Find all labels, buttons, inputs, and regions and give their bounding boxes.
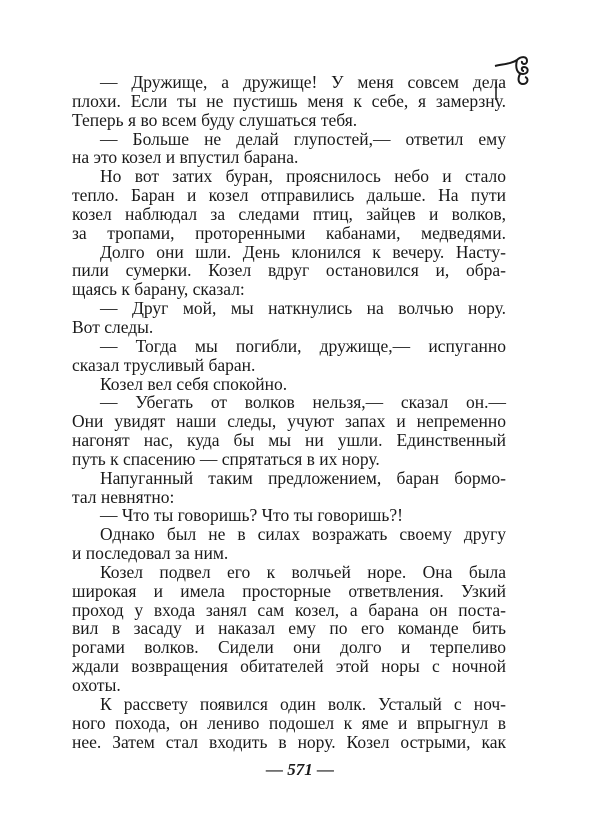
text-line: плохи. Если ты не пустишь меня к себе, я замерзну. (72, 90, 506, 111)
text-line: широкая и имела просторные ответвления. Узкий (72, 580, 506, 601)
text-line: Однако был не в силах возражать своему другу (100, 524, 506, 545)
text-line: Теперь я во всем буду слушаться тебя. (72, 109, 358, 130)
text-line: Они увидят наши следы, учуют запах и непременно (72, 411, 506, 432)
text-line: Но вот затих буран, прояснилось небо и стало (100, 166, 506, 187)
text-line: за тропами, проторенными кабанами, медведями. (72, 222, 506, 243)
text-line: ждали возвращения обитателей этой норы с ночной (72, 656, 506, 677)
text-line: тепло. Баран и козел отправились дальше. На пути (72, 185, 506, 206)
text-line: козел наблюдал за следами птиц, зайцев и волков, (72, 203, 506, 224)
text-line: и последовал за ним. (72, 543, 229, 564)
text-line: Долго они шли. День клонился к вечеру. Насту- (100, 241, 506, 262)
text-line: Козел подвел его к волчьей норе. Она была (100, 561, 506, 582)
text-line: тал невнятно: (72, 486, 175, 507)
text-line: — Друг мой, мы наткнулись на волчью нору. (100, 298, 506, 319)
text-line: — Дружище, а дружище! У меня совсем дела (100, 72, 506, 92)
text-line: рогами волков. Сидели они долго и терпеливо (72, 637, 506, 658)
text-line: Козел вел себя спокойно. (100, 373, 288, 394)
page-body-text (72, 73, 506, 751)
text-line: — Тогда мы погибли, дружище,— испуганно (100, 335, 506, 356)
text-line: — Больше не делай глупостей,— ответил ему (100, 128, 506, 149)
text-line: проход у входа занял сам козел, а барана он поста- (72, 599, 506, 620)
text-line: охоты. (72, 675, 121, 695)
text-line: нее. Затем стал входить в нору. Козел острыми, как (72, 731, 506, 752)
text-line: на это козел и впустил барана. (72, 147, 299, 168)
text-line: Вот следы. (72, 316, 154, 337)
text-line: путь к спасению — спрятаться в их нору. (72, 448, 380, 469)
text-line: нагонят нас, куда бы мы ни ушли. Единственный (72, 430, 506, 451)
page-number: — 571 — (266, 760, 334, 779)
text-line: Напуганный таким предложением, баран бормо- (100, 467, 506, 488)
text-line: ного похода, он лениво подошел к яме и впрыгнул в (72, 712, 506, 733)
text-line: — Что ты говоришь? Что ты говоришь?! (100, 505, 403, 526)
text-line: вил в засаду и наказал ему по его команде бить (72, 618, 506, 639)
text-line: пили сумерки. Козел вдруг остановился и, обра- (72, 260, 506, 281)
text-line: К рассвету появился один волк. Усталый с ноч- (100, 693, 506, 714)
text-line: щаясь к барану, сказал: (72, 279, 245, 300)
text-line: сказал трусливый баран. (72, 354, 256, 375)
text-line: — Убегать от волков нельзя,— сказал он.— (100, 392, 506, 413)
